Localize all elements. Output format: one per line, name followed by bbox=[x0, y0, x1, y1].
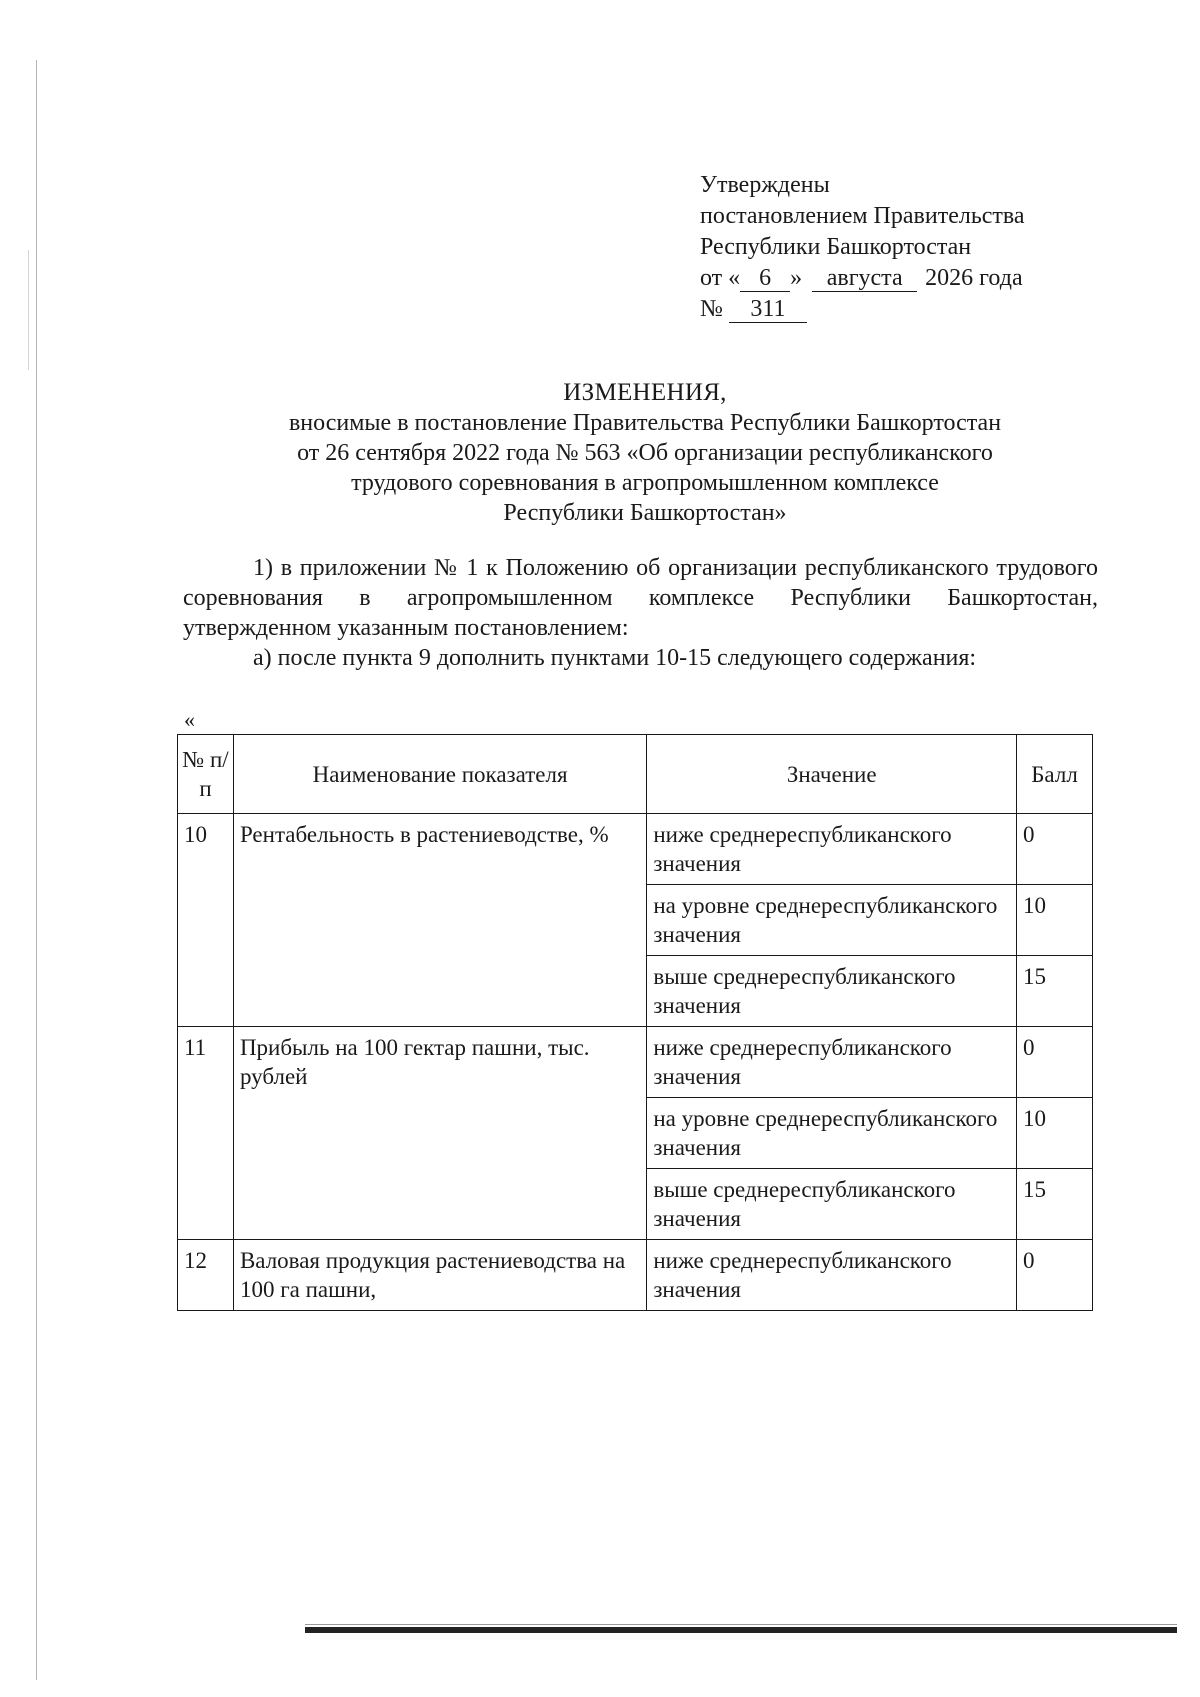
date-mid: » bbox=[790, 265, 803, 291]
date-suffix: 2026 года bbox=[925, 265, 1023, 291]
approval-stamp bbox=[700, 170, 1120, 325]
row-num: 11 bbox=[178, 1027, 234, 1240]
paragraph-2: а) после пункта 9 дополнить пунктами 10-15 следующего содержания: bbox=[253, 645, 977, 671]
row-value: выше среднереспубликанского значения bbox=[647, 1169, 1017, 1240]
approval-line: Утверждены bbox=[700, 172, 830, 198]
scan-bottom-edge bbox=[305, 1627, 1177, 1633]
title-heading: ИЗМЕНЕНИЯ, bbox=[563, 379, 727, 406]
table-row bbox=[178, 1240, 1093, 1311]
row-value: ниже среднереспубликанского значения bbox=[647, 814, 1017, 885]
row-score: 15 bbox=[1017, 956, 1093, 1027]
row-num: 10 bbox=[178, 814, 234, 1027]
row-value: ниже среднереспубликанского значения bbox=[647, 1240, 1017, 1311]
indicators-table bbox=[177, 734, 1093, 1311]
header-score: Балл bbox=[1017, 735, 1093, 814]
header-value: Значение bbox=[647, 735, 1017, 814]
row-value: ниже среднереспубликанского значения bbox=[647, 1027, 1017, 1098]
number-value: 311 bbox=[729, 296, 807, 323]
header-num: № п/п bbox=[178, 735, 234, 814]
date-day: 6 bbox=[740, 265, 790, 292]
table-row bbox=[178, 1027, 1093, 1098]
approval-line: постановлением Правительства bbox=[700, 203, 1025, 229]
row-score: 0 bbox=[1017, 1240, 1093, 1311]
paragraph-1 bbox=[183, 553, 1098, 643]
row-score: 10 bbox=[1017, 1098, 1093, 1169]
scan-margin-line bbox=[28, 250, 29, 370]
number-prefix: № bbox=[700, 296, 723, 322]
paragraph-1-end: Республики Башкортостан, утвержденном указанным постановлением: bbox=[183, 585, 1099, 641]
row-score: 0 bbox=[1017, 814, 1093, 885]
paragraph-1-start: 1) в приложении № 1 к Положению об организации республиканского трудового соревнования в агропромышленном комплексе bbox=[183, 555, 1098, 611]
body-text bbox=[183, 553, 1098, 673]
approval-date bbox=[700, 263, 1120, 294]
row-score: 15 bbox=[1017, 1169, 1093, 1240]
title-line: трудового соревнования в агропромышленном комплексе bbox=[351, 470, 939, 496]
row-value: на уровне среднереспубликанского значения bbox=[647, 885, 1017, 956]
row-score: 0 bbox=[1017, 1027, 1093, 1098]
row-value: на уровне среднереспубликанского значения bbox=[647, 1098, 1017, 1169]
row-score: 10 bbox=[1017, 885, 1093, 956]
row-indicator: Валовая продукция растениеводства на 100 га пашни, bbox=[233, 1240, 646, 1311]
approval-line: Республики Башкортостан bbox=[700, 234, 972, 260]
open-quote: « bbox=[184, 707, 195, 732]
header-name: Наименование показателя bbox=[233, 735, 646, 814]
approval-number bbox=[700, 294, 1120, 325]
row-indicator: Прибыль на 100 гектар пашни, тыс. рублей bbox=[233, 1027, 646, 1240]
row-value: выше среднереспубликанского значения bbox=[647, 956, 1017, 1027]
table-header-row bbox=[178, 735, 1093, 814]
title-line: вносимые в постановление Правительства Республики Башкортостан bbox=[288, 410, 1002, 436]
row-num: 12 bbox=[178, 1240, 234, 1311]
table-row bbox=[178, 814, 1093, 885]
scan-margin-line bbox=[36, 60, 37, 1680]
date-month: августа bbox=[812, 265, 917, 292]
document-title bbox=[180, 378, 1110, 528]
date-prefix: от « bbox=[700, 265, 741, 291]
row-indicator: Рентабельность в растениеводстве, % bbox=[233, 814, 646, 1027]
title-line: Республики Башкортостан» bbox=[503, 500, 787, 526]
title-line: от 26 сентября 2022 года № 563 «Об организации республиканского bbox=[297, 440, 993, 466]
scan-bottom-edge bbox=[305, 1624, 1177, 1625]
